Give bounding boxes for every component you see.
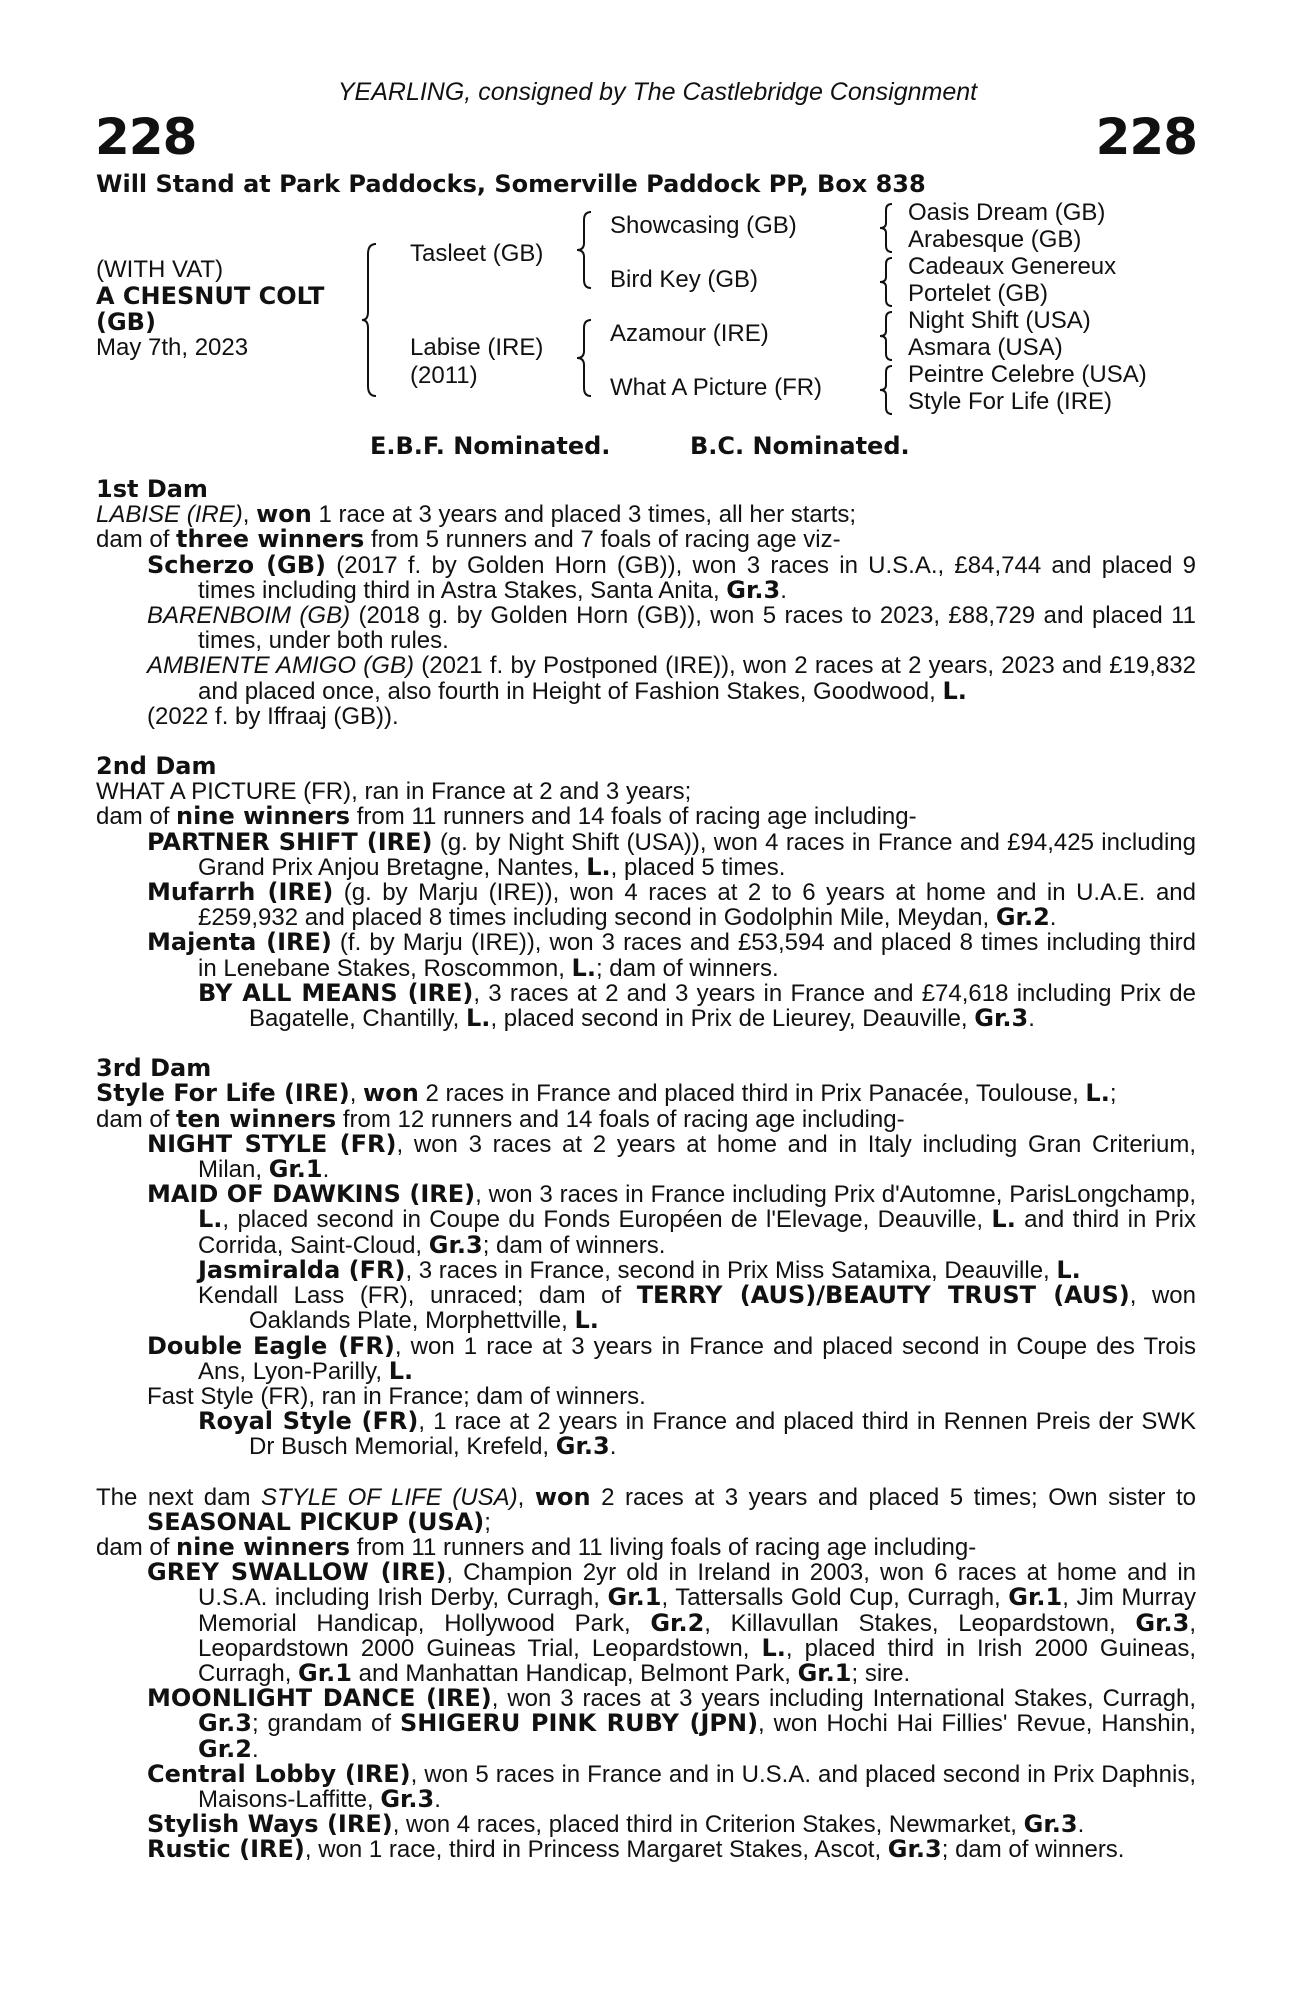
text-run: , won 3 races at 3 years including International Stakes, Curragh, bbox=[491, 1685, 1196, 1713]
text-run: , won Hochi Hai Fillies' Revue, Hanshin, bbox=[758, 1710, 1196, 1738]
text-run: (g. by Night Shift (USA)), won 4 races in France and £94,425 including Grand Prix Anjou Bretagne, Nantes, bbox=[198, 828, 1196, 881]
ebf-nomination: E.B.F. Nominated. bbox=[370, 432, 611, 460]
text-run: and third in Prix Corrida, Saint-Cloud, bbox=[198, 1206, 1196, 1259]
produce-entry bbox=[96, 978, 1196, 1033]
text-run: three winners bbox=[176, 525, 365, 554]
text-run: . bbox=[251, 1735, 259, 1763]
text-run: dam of bbox=[96, 1533, 177, 1561]
pedigree-dam-sire: Azamour (IRE) bbox=[610, 320, 769, 347]
text-run: 1 race at 3 years and placed 3 times, all her starts; bbox=[311, 501, 857, 529]
pedigree-ggs-3: Cadeaux Genereux bbox=[908, 253, 1117, 280]
produce-entry bbox=[96, 1255, 1196, 1284]
pedigree-ggs-7: Peintre Celebre (USA) bbox=[908, 361, 1147, 388]
produce-entry bbox=[96, 1560, 1196, 1686]
produce-entry bbox=[96, 550, 1197, 604]
text-run: . bbox=[434, 1785, 441, 1813]
text-run: (2018 g. by Golden Horn (GB)), won 5 races to 2023, £88,729 and placed 11 times, under both rules. bbox=[198, 602, 1196, 655]
text-run: 2 races at 3 years and placed 5 times; Own sister to bbox=[590, 1483, 1196, 1511]
text-run: L. bbox=[574, 1306, 599, 1335]
text-run: ; sire. bbox=[851, 1659, 911, 1687]
text-run: , bbox=[517, 1483, 535, 1511]
text-run: Gr.3 bbox=[198, 1709, 252, 1738]
text-run: L. bbox=[991, 1205, 1016, 1234]
text-run: dam of bbox=[96, 803, 177, 831]
text-run: , Leopardstown 2000 Guineas Trial, Leopardstown, bbox=[198, 1609, 1196, 1662]
text-run: from 11 runners and 14 foals of racing age including- bbox=[350, 803, 917, 831]
pedigree-brace-g3 bbox=[878, 310, 902, 362]
text-run: , won 3 races at 2 years at home and in Italy including Gran Criterium, Milan, bbox=[198, 1130, 1197, 1184]
text-run: L. bbox=[761, 1633, 786, 1662]
text-run: ; dam of winners. bbox=[941, 1836, 1125, 1864]
pedigree-ggs-6: Asmara (USA) bbox=[908, 334, 1063, 361]
text-run: Jasmiralda (FR) bbox=[198, 1255, 406, 1284]
text-run: GREY SWALLOW (IRE) bbox=[147, 1558, 447, 1587]
second-dam-name: WHAT A PICTURE (FR), ran in France at 2 and 3 years; bbox=[96, 778, 692, 806]
text-run: Gr.3 bbox=[380, 1784, 435, 1813]
text-run: , won 1 race at 3 years in France and placed second in Coupe des Trois Ans, Lyon-Parilly, bbox=[198, 1332, 1196, 1385]
text-run: ; bbox=[484, 1508, 491, 1536]
pedigree-ggs-5: Night Shift (USA) bbox=[908, 307, 1091, 334]
pedigree-sire-sire: Showcasing (GB) bbox=[610, 212, 797, 239]
text-run: Gr.3 bbox=[1023, 1810, 1078, 1839]
text-run: . bbox=[780, 576, 787, 604]
text-run: . bbox=[1028, 1005, 1035, 1033]
text-run: L. bbox=[388, 1356, 414, 1385]
text-run: dam of bbox=[96, 526, 177, 554]
text-run: Gr.1 bbox=[1008, 1583, 1063, 1612]
text-run: The next dam bbox=[96, 1483, 262, 1511]
text-run: won bbox=[256, 500, 312, 529]
text-run: Rustic (IRE) bbox=[147, 1835, 305, 1864]
produce-entry bbox=[96, 1331, 1196, 1385]
produce-entry bbox=[96, 1409, 1196, 1459]
text-run: L. bbox=[571, 953, 596, 982]
pedigree-brace-sire bbox=[575, 210, 605, 290]
text-run: , Tattersalls Gold Cup, Curragh, bbox=[661, 1584, 1009, 1612]
text-run: STYLE OF LIFE (USA) bbox=[261, 1483, 518, 1511]
vat-note: (WITH VAT) bbox=[96, 256, 224, 283]
produce-entry bbox=[96, 1759, 1196, 1813]
text-run: PARTNER SHIFT (IRE) bbox=[147, 827, 433, 856]
text-run: Gr.2 bbox=[650, 1608, 705, 1637]
text-run: won bbox=[363, 1079, 419, 1108]
text-run: Mufarrh (IRE) bbox=[147, 878, 334, 907]
text-run: SHIGERU PINK RUBY (JPN) bbox=[399, 1709, 759, 1738]
text-run: Gr.2 bbox=[995, 903, 1050, 932]
text-run: , 1 race at 2 years in France and placed third in Rennen Preis der SWK Dr Busch Memorial, Krefeld, bbox=[249, 1408, 1196, 1461]
text-run: Central Lobby (IRE) bbox=[147, 1759, 411, 1788]
text-run: L. bbox=[198, 1205, 223, 1234]
text-run: from 11 runners and 11 living foals of racing age including- bbox=[350, 1533, 977, 1561]
text-run: , placed third in Irish 2000 Guineas, Curragh, bbox=[198, 1634, 1196, 1687]
pedigree-brace-g2 bbox=[878, 256, 902, 308]
bc-nomination: B.C. Nominated. bbox=[690, 432, 910, 460]
horse-dob: May 7th, 2023 bbox=[96, 334, 249, 361]
text-run: Stylish Ways (IRE) bbox=[147, 1810, 393, 1839]
lot-number-left: 228 bbox=[95, 108, 197, 166]
text-run: nine winners bbox=[176, 802, 351, 831]
text-run: Gr.3 bbox=[555, 1432, 610, 1461]
produce-entry bbox=[96, 1384, 1196, 1409]
text-run: , bbox=[349, 1080, 364, 1108]
text-run: Majenta (IRE) bbox=[147, 928, 332, 957]
text-run: (g. by Marju (IRE)), won 4 races at 2 to 6 years at home and in U.A.E. and £259,932 and placed 8 times including second in Godolphin Mile, Meydan, bbox=[198, 879, 1196, 932]
text-run: , won 4 races, placed third in Criterion Stakes, Newmarket, bbox=[392, 1811, 1024, 1839]
text-run: TERRY (AUS)/BEAUTY TRUST (AUS) bbox=[636, 1281, 1130, 1310]
text-run: Gr.2 bbox=[198, 1734, 252, 1763]
text-run: Gr.3 bbox=[974, 1004, 1029, 1033]
produce-entry bbox=[96, 827, 1196, 881]
text-run: (2017 f. by Golden Horn (GB)), won 3 races in U.S.A., £84,744 and placed 9 times including third in Astra Stakes, Santa Anita, bbox=[198, 551, 1197, 604]
produce-entry bbox=[96, 704, 1196, 729]
text-run: , bbox=[242, 501, 257, 529]
text-run: ten winners bbox=[176, 1104, 337, 1133]
text-run: Royal Style (FR) bbox=[198, 1407, 419, 1436]
pedigree-brace-g4 bbox=[878, 364, 902, 416]
produce-entry bbox=[96, 1129, 1197, 1184]
text-run: . bbox=[1077, 1811, 1085, 1839]
pedigree-ggs-4: Portelet (GB) bbox=[908, 280, 1049, 307]
produce-entry bbox=[96, 1837, 1196, 1862]
text-run: , Jim Murray Memorial Handicap, Hollywood Park, bbox=[198, 1584, 1197, 1637]
text-run: . bbox=[1049, 904, 1057, 932]
text-run: L. bbox=[1085, 1079, 1110, 1108]
horse-name: A CHESNUT COLT bbox=[96, 282, 325, 310]
text-run: , won 1 race, third in Princess Margaret Stakes, Ascot, bbox=[304, 1836, 888, 1864]
pedigree-sire-dam: Bird Key (GB) bbox=[610, 266, 759, 293]
stand-location: Will Stand at Park Paddocks, Somerville Paddock PP, Box 838 bbox=[96, 170, 926, 198]
text-run: 2 races in France and placed third in Prix Panacée, Toulouse, bbox=[418, 1080, 1086, 1108]
text-run: (f. by Marju (IRE)), won 3 races and £53,594 and placed 8 times including third in Lenebane Stakes, Roscommon, bbox=[198, 929, 1197, 982]
text-run: L. bbox=[942, 676, 967, 705]
produce-entry bbox=[96, 653, 1196, 703]
text-run: AMBIENTE AMIGO (GB) bbox=[147, 652, 414, 680]
text-run: , 3 races at 2 and 3 years in France and £74,618 including Prix de Bagatelle, Chantilly, bbox=[249, 979, 1196, 1033]
text-run: Gr.1 bbox=[268, 1155, 323, 1184]
produce-entry bbox=[96, 1812, 1196, 1837]
text-run: , won 3 races in France including Prix d'Automne, ParisLongchamp, bbox=[475, 1181, 1196, 1209]
lot-number-right: 228 bbox=[1095, 108, 1197, 166]
pedigree-sire: Tasleet (GB) bbox=[410, 240, 544, 267]
first-dam-heading: 1st Dam bbox=[96, 475, 208, 503]
text-run: L. bbox=[466, 1004, 491, 1033]
pedigree-dam: Labise (IRE) bbox=[410, 334, 544, 361]
text-run: ; dam of winners. bbox=[595, 954, 779, 982]
text-run: Kendall Lass (FR), unraced; dam of bbox=[198, 1282, 637, 1310]
text-run: , placed 5 times. bbox=[610, 853, 786, 881]
produce-entry bbox=[96, 1182, 1196, 1258]
pedigree-ggs-1: Oasis Dream (GB) bbox=[908, 199, 1106, 226]
text-run: , Killavullan Stakes, Leopardstown, bbox=[704, 1609, 1136, 1637]
text-run: L. bbox=[1056, 1255, 1081, 1284]
text-run: Fast Style (FR), ran in France; dam of winners. bbox=[147, 1382, 646, 1410]
text-run: Gr.3 bbox=[1135, 1608, 1190, 1637]
text-run: dam of bbox=[96, 1105, 177, 1133]
produce-entry bbox=[96, 930, 1196, 980]
text-run: ; grandam of bbox=[251, 1710, 400, 1738]
pedigree-ggs-2: Arabesque (GB) bbox=[908, 226, 1082, 253]
text-run: from 12 runners and 14 foals of racing age including- bbox=[336, 1105, 905, 1133]
produce-record bbox=[96, 477, 1196, 1863]
second-dam-heading: 2nd Dam bbox=[96, 752, 217, 781]
produce-entry bbox=[96, 1686, 1196, 1762]
first-dam-name: LABISE (IRE) bbox=[96, 501, 243, 529]
text-run: , won Oaklands Plate, Morphettville, bbox=[249, 1282, 1196, 1335]
produce-entry bbox=[96, 603, 1196, 653]
text-run: . bbox=[322, 1156, 330, 1184]
text-run: (2021 f. by Postponed (IRE)), won 2 races at 2 years, 2023 and £19,832 and placed once, also fourth in Height of Fashion Stakes, Goodwood, bbox=[198, 652, 1196, 705]
text-run: from 5 runners and 7 foals of racing age viz- bbox=[364, 526, 841, 554]
text-run: Gr.1 bbox=[797, 1658, 852, 1687]
text-run: (2022 f. by Iffraaj (GB)). bbox=[147, 702, 399, 730]
text-run: . bbox=[609, 1433, 617, 1461]
text-run: MOONLIGHT DANCE (IRE) bbox=[147, 1684, 492, 1713]
horse-country: (GB) bbox=[96, 308, 156, 336]
text-run: Gr.1 bbox=[607, 1583, 662, 1612]
text-run: Gr.1 bbox=[298, 1658, 352, 1687]
pedigree-dam-dam: What A Picture (FR) bbox=[610, 374, 823, 401]
pedigree-brace-dam bbox=[575, 318, 605, 398]
catalogue-subtitle: YEARLING, consigned by The Castlebridge Consignment bbox=[337, 78, 978, 106]
text-run: BARENBOIM (GB) bbox=[147, 602, 351, 630]
text-run: , won 5 races in France and in U.S.A. and placed second in Prix Daphnis, Maisons-Laffitte, bbox=[198, 1760, 1196, 1813]
text-run: , 3 races in France, second in Prix Miss Satamixa, Deauville, bbox=[405, 1256, 1057, 1284]
pedigree-dam-year: (2011) bbox=[410, 362, 478, 389]
text-run: NIGHT STYLE (FR) bbox=[147, 1129, 397, 1158]
text-run: won bbox=[534, 1482, 591, 1511]
text-run: , Champion 2yr old in Ireland in 2003, won 6 races at home and in U.S.A. including Irish Derby, Curragh, bbox=[198, 1559, 1197, 1612]
text-run: ; bbox=[1109, 1080, 1117, 1108]
next-dam-line bbox=[96, 1482, 1196, 1536]
text-run: , placed second in Prix de Lieurey, Deauville, bbox=[490, 1005, 975, 1033]
text-run: SEASONAL PICKUP (USA) bbox=[147, 1507, 485, 1536]
pedigree-brace-main bbox=[360, 240, 390, 400]
text-run: Gr.3 bbox=[726, 575, 781, 604]
produce-entry bbox=[96, 1283, 1196, 1333]
text-run: Gr.3 bbox=[428, 1230, 483, 1259]
produce-entry bbox=[96, 880, 1196, 930]
text-run: nine winners bbox=[176, 1532, 351, 1561]
text-run: L. bbox=[586, 852, 611, 881]
text-run: Double Eagle (FR) bbox=[147, 1331, 395, 1360]
text-run: Gr.3 bbox=[887, 1835, 942, 1864]
text-run: and Manhattan Handicap, Belmont Park, bbox=[351, 1659, 798, 1687]
third-dam-heading: 3rd Dam bbox=[96, 1054, 212, 1083]
text-run: , placed second in Coupe du Fonds Européen de l'Elevage, Deauville, bbox=[222, 1206, 992, 1234]
third-dam-name: Style For Life (IRE) bbox=[96, 1079, 350, 1108]
text-run: MAID OF DAWKINS (IRE) bbox=[147, 1180, 476, 1209]
pedigree-brace-g1 bbox=[878, 202, 902, 254]
text-run: Scherzo (GB) bbox=[147, 550, 327, 579]
text-run: BY ALL MEANS (IRE) bbox=[198, 978, 474, 1007]
pedigree-ggs-8: Style For Life (IRE) bbox=[908, 388, 1113, 415]
text-run: ; dam of winners. bbox=[482, 1231, 666, 1259]
